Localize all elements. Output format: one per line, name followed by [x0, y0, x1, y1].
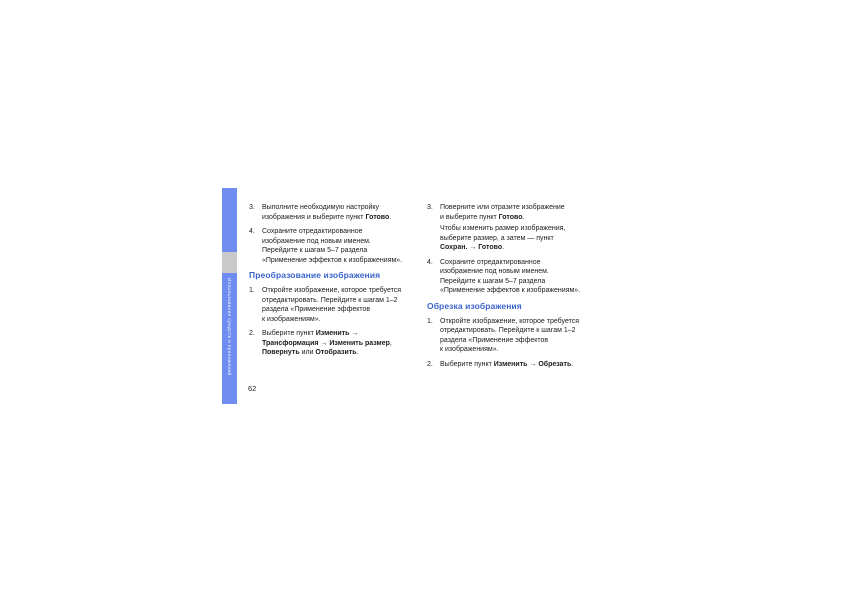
text-line: Сохраните отредактированное [440, 258, 541, 266]
text-line: Перейдите к шагам 5–7 раздела [440, 277, 546, 285]
text-line: изображение под новым именем. [440, 268, 549, 275]
text-line: «Применение эффектов к изображениям». [440, 287, 581, 294]
list-item-number: 3. [427, 204, 433, 211]
list-item-text [262, 227, 402, 265]
text-line: раздела «Применение эффектов [440, 336, 549, 344]
list-item [427, 360, 613, 370]
text-line: раздела «Применение эффектов [262, 306, 371, 313]
section-heading: Обрезка изображения [427, 300, 522, 311]
text-line: изображения и выберите пункт Готово. [262, 213, 392, 221]
text-line: Выберите пункт Изменить → Обрезать. [440, 360, 574, 368]
chapter-tab-upper-segment [222, 188, 237, 252]
text-line: Сохран. → Готово. [440, 244, 505, 251]
list-item-number: 2. [249, 330, 255, 337]
text-line: Выберите пункт Изменить → [262, 330, 359, 337]
list-item-text [440, 360, 573, 370]
page-number: 62 [248, 384, 257, 393]
section-heading: Преобразование изображения [249, 270, 381, 280]
list-item [427, 317, 613, 355]
text-line: Откройте изображение, которое требуется [262, 287, 402, 294]
chapter-tab-gray-segment [222, 252, 237, 273]
text-line: и выберите пункт Готово. [440, 213, 525, 221]
list-item-text [440, 258, 580, 296]
chapter-tab [222, 273, 237, 404]
list-item-text [440, 317, 579, 355]
text-line: к изображениям». [262, 315, 321, 323]
text-line: Чтобы изменить размер изображения, [440, 225, 566, 232]
list-item-number: 3. [249, 204, 255, 211]
column-left [249, 203, 425, 363]
text-line: «Применение эффектов к изображениям». [262, 256, 403, 264]
list-item-number: 2. [427, 360, 433, 368]
list-item-number: 1. [427, 317, 433, 325]
text-line: Откройте изображение, которое требуется [440, 317, 580, 325]
list-item-continuation [427, 224, 613, 253]
text-line: изображение под новым именем. [262, 237, 371, 245]
text-line: выберите размер, а затем — пункт [440, 234, 554, 242]
text-line: Поверните или отразите изображение [440, 204, 565, 211]
text-line: отредактировать. Перейдите к шагам 1–2 [262, 296, 398, 304]
list-item [427, 258, 613, 296]
list-item [249, 203, 425, 222]
list-item [427, 203, 613, 222]
list-item [249, 227, 425, 265]
text-line: Сохраните отредактированное [262, 228, 363, 235]
list-item [249, 329, 425, 358]
list-item-number: 4. [249, 228, 255, 235]
column-right [427, 203, 613, 374]
list-item-text [440, 203, 565, 222]
list-item-text [262, 203, 391, 222]
text-line: Перейдите к шагам 5–7 раздела [262, 247, 368, 254]
text-line: к изображениям». [440, 346, 499, 353]
text-line: отредактировать. Перейдите к шагам 1–2 [440, 327, 576, 334]
list-item-text [262, 329, 392, 358]
list-item-number: 1. [249, 287, 255, 294]
chapter-tab-label: Использование средств и приложений [227, 278, 232, 376]
text-line: Трансформация → Изменить размер, [262, 339, 392, 347]
list-item-number: 4. [427, 258, 433, 266]
text-line: Повернуть или Отобразить. [262, 349, 359, 356]
list-item-text [262, 286, 401, 324]
list-item [249, 286, 425, 324]
text-line: Выполните необходимую настройку [262, 204, 380, 211]
